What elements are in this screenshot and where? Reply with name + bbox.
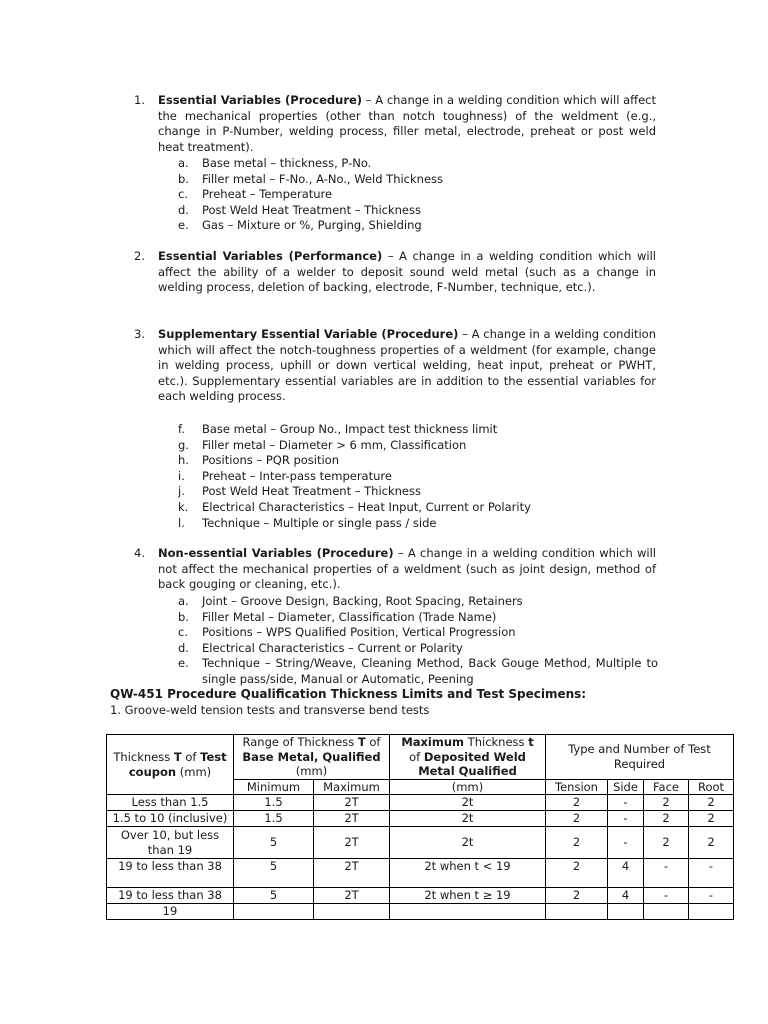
list-item: a. Joint – Groove Design, Backing, Root Spacing, Retainers xyxy=(178,594,523,608)
thickness-limits-table xyxy=(106,734,734,920)
header-deposited: Maximum Thickness t of Deposited Weld Metal Qualified xyxy=(390,735,546,780)
section-text: – A change in a welding condition which will not affect the mechanical properties of a weldment (such as joint design, method of back gouging or cleaning, etc.). xyxy=(158,546,656,592)
table-row: Less than 1.5 1.5 2T 2t 2 - 2 2 xyxy=(107,795,734,811)
header-minimum: Minimum xyxy=(234,779,314,795)
list-item: h. Positions – PQR position xyxy=(178,453,340,468)
section-paragraph xyxy=(158,546,656,593)
section-text: – A change in a welding condition which will affect the notch-toughness properties of a weldment (for example, change in welding process, uphill or down vertical welding, heat input, preheat or PWHT, etc.). Supplementary essential variables are in addition to the essential variables for each welding process. xyxy=(158,327,656,404)
header-deposited-unit: (mm) xyxy=(390,779,546,795)
header-root: Root xyxy=(689,779,734,795)
section-title: Supplementary Essential Variable (Procedure) xyxy=(158,327,459,341)
section-paragraph xyxy=(158,249,656,296)
header-maximum: Maximum xyxy=(314,779,390,795)
list-item: j. Post Weld Heat Treatment – Thickness xyxy=(178,484,421,499)
section-essential-performance xyxy=(134,249,656,296)
table-header-row xyxy=(107,735,734,780)
sublist-supplementary-essential xyxy=(178,422,658,531)
header-type-number: Type and Number of Test Required xyxy=(546,735,734,780)
section-number: 2. xyxy=(134,249,145,263)
section-non-essential xyxy=(134,546,656,593)
list-item: f. Base metal – Group No., Impact test thickness limit xyxy=(178,422,498,436)
header-range: Range of Thickness T of Base Metal, Qualified (mm) xyxy=(234,735,390,780)
header-side: Side xyxy=(608,779,644,795)
section-text: – A change in a welding condition which will affect the ability of a welder to deposit sound weld metal (such as a change in welding process, deletion of backing, electrode, F-Number, technique, etc.). xyxy=(158,249,656,295)
header-face: Face xyxy=(644,779,689,795)
list-item: a. Base metal – thickness, P-No. xyxy=(178,156,372,170)
list-item: g. Filler metal – Diameter > 6 mm, Classification xyxy=(178,437,467,452)
table-row: Over 10, but less than 19 5 2T 2t 2 - 2 2 xyxy=(107,827,734,859)
list-item: e. Technique – String/Weave, Cleaning Method, Back Gouge Method, Multiple to single pass/side, Manual or Automatic, Peening xyxy=(178,656,658,686)
section-number: 3. xyxy=(134,327,145,341)
section-title: Essential Variables (Performance) xyxy=(158,249,383,263)
list-item: e. Gas – Mixture or %, Purging, Shielding xyxy=(178,218,422,233)
section-text: – A change in a welding condition which will affect the mechanical properties (other than notch toughness) of the weldment (e.g., change in P-Number, welding process, filler metal, electrode, preheat or post weld heat treatment). xyxy=(158,93,656,154)
header-tension: Tension xyxy=(546,779,608,795)
section-title: Non-essential Variables (Procedure) xyxy=(158,546,394,560)
table-row: 19 to less than 38 5 2T 2t when t < 19 2 4 - - xyxy=(107,859,734,888)
section-title: Essential Variables (Procedure) xyxy=(158,93,363,107)
list-item: k. Electrical Characteristics – Heat Input, Current or Polarity xyxy=(178,499,531,514)
list-item: l. Technique – Multiple or single pass / side xyxy=(178,515,437,530)
sublist-essential-procedure xyxy=(178,156,658,234)
section-number: 4. xyxy=(134,546,145,560)
list-item: c. Positions – WPS Qualified Position, Vertical Progression xyxy=(178,625,516,640)
sublist-non-essential xyxy=(178,594,658,688)
section-supplementary-essential xyxy=(134,327,656,405)
qw451-heading: QW-451 Procedure Qualification Thickness Limits and Test Specimens: xyxy=(110,687,587,701)
section-essential-procedure xyxy=(134,93,656,155)
list-item: c. Preheat – Temperature xyxy=(178,187,333,202)
list-item: d. Electrical Characteristics – Current or Polarity xyxy=(178,640,463,655)
list-item: d. Post Weld Heat Treatment – Thickness xyxy=(178,202,421,217)
header-thickness: Thickness T of Test coupon (mm) xyxy=(107,735,234,795)
list-item: i. Preheat – Inter-pass temperature xyxy=(178,468,392,483)
list-item: b. Filler metal – F-No., A-No., Weld Thickness xyxy=(178,171,444,186)
table-row: 19 xyxy=(107,904,734,920)
qw451-subheading: 1. Groove-weld tension tests and transverse bend tests xyxy=(110,703,430,717)
table-row: 19 to less than 38 5 2T 2t when t ≥ 19 2 4 - - xyxy=(107,888,734,904)
table-row: 1.5 to 10 (inclusive) 1.5 2T 2t 2 - 2 2 xyxy=(107,811,734,827)
list-item: b. Filler Metal – Diameter, Classification (Trade Name) xyxy=(178,609,497,624)
section-paragraph xyxy=(158,327,656,405)
section-paragraph xyxy=(158,93,656,155)
section-number: 1. xyxy=(134,93,145,107)
